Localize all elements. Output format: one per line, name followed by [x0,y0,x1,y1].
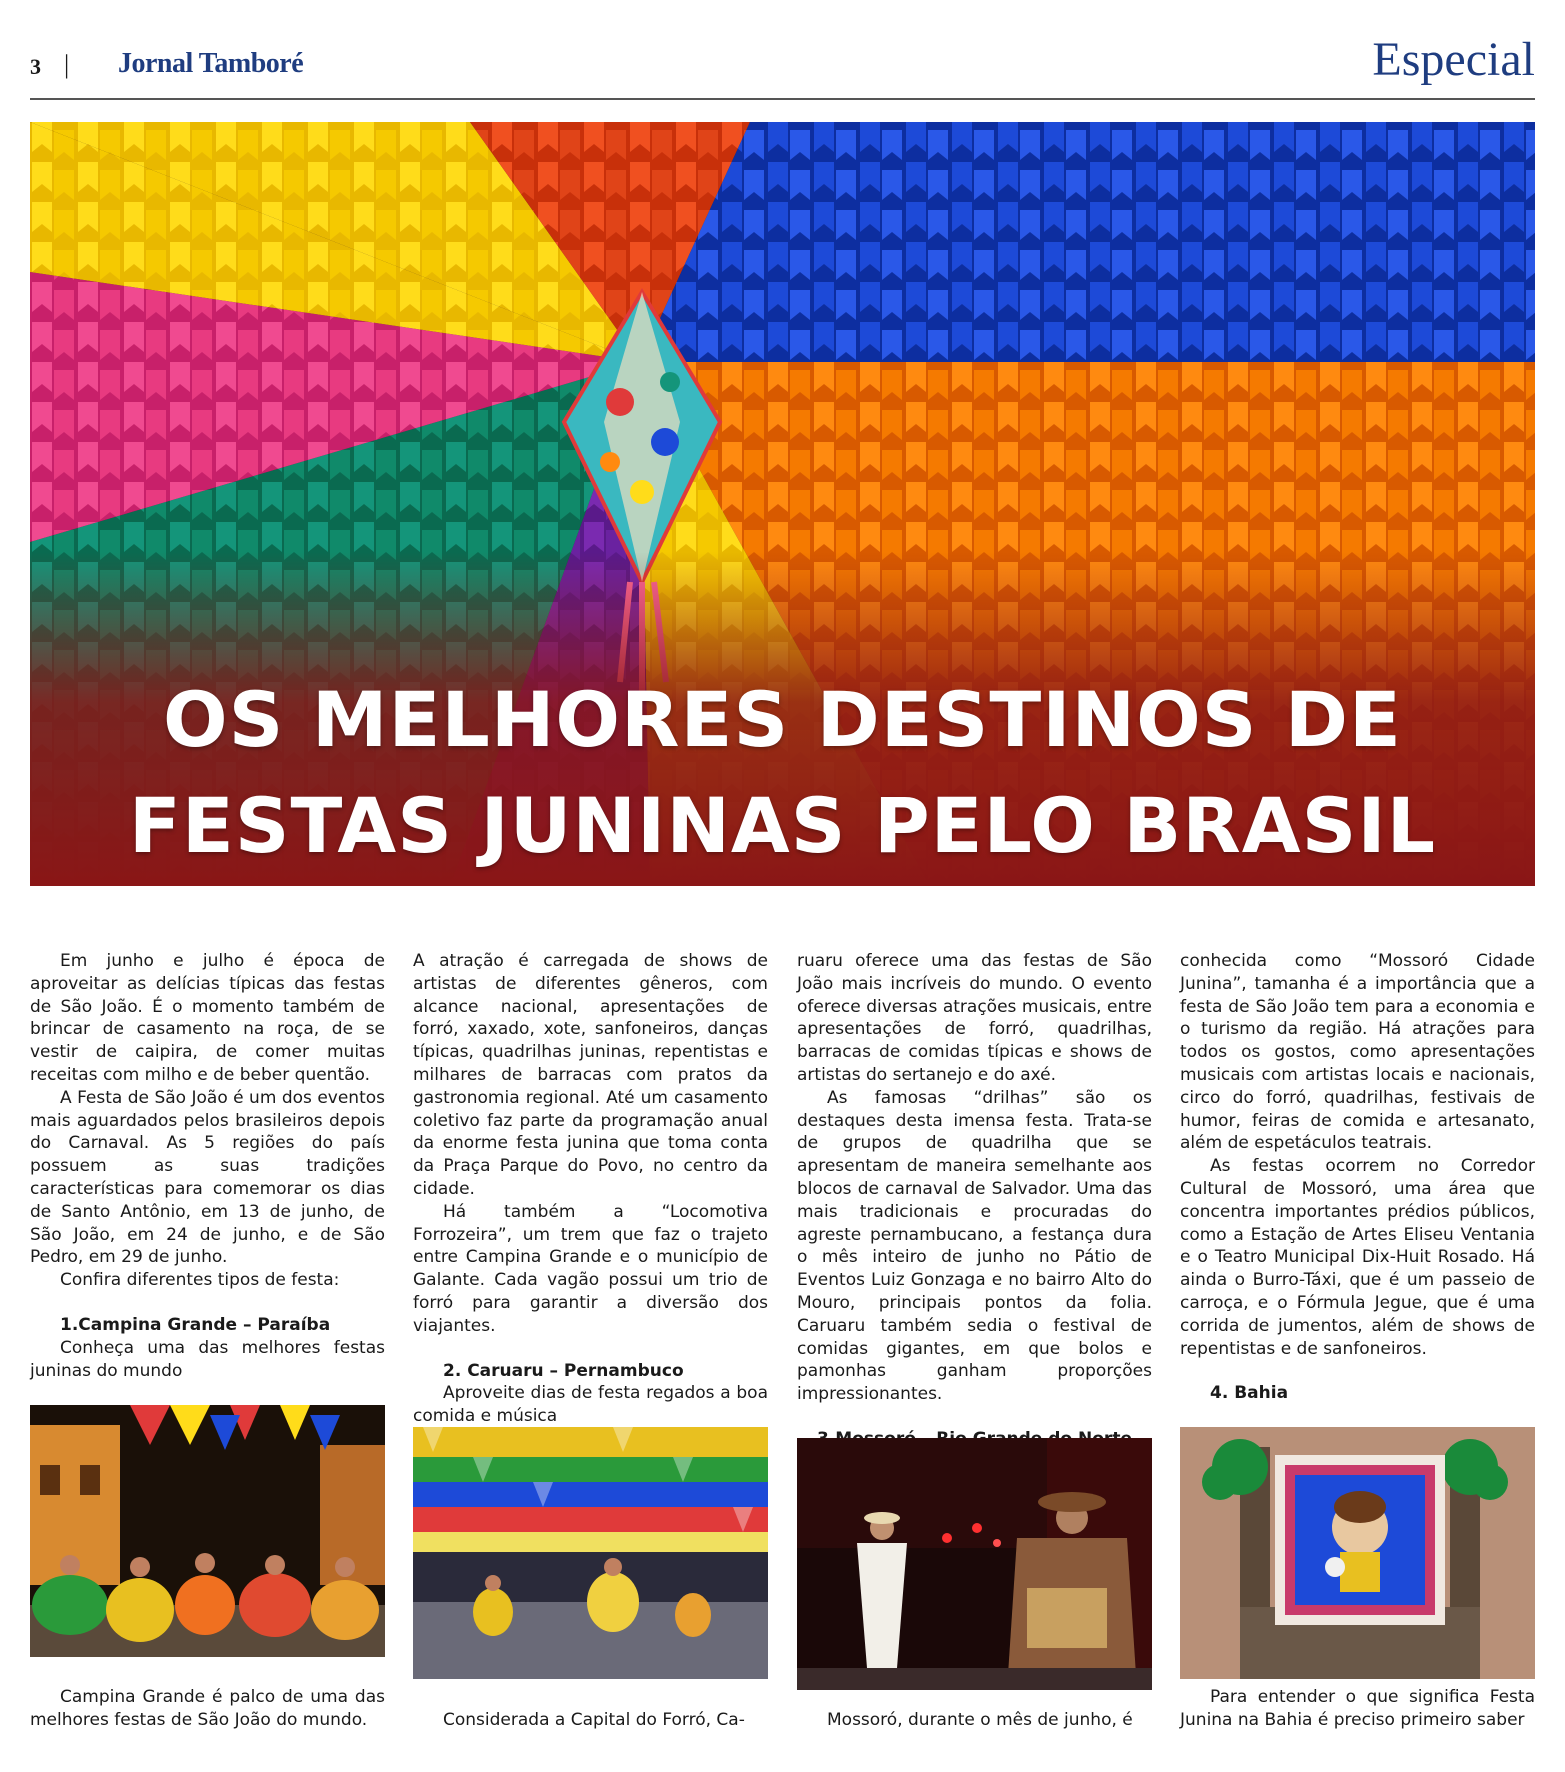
column-3-continuation [797,1709,1152,1732]
page-header [30,32,1535,100]
header-separator: | [64,50,70,79]
paragraph: A atração é carregada de shows de artistas de diferentes gêneros, com alcance nacional, apresentações de forró, xaxado, xote, sanfoneiros, danças típicas, quadrilhas juninas, repentistas e milhares de barracas com pratos da gastronomia regional. Até um casamento coletivo faz parte da programação anual da enorme festa junina que toma conta da Praça Parque do Povo, no centro da cidade. [413,951,768,1199]
article-column-3 [797,950,1152,1451]
article-column-2 [413,950,768,1428]
paragraph: Considerada a Capital do Forró, Ca- [443,1710,745,1730]
paragraph: Mossoró, durante o mês de junho, é [827,1710,1133,1730]
photo-bahia [1180,1427,1535,1679]
section-title: Especial [1372,33,1535,86]
mossoro-photo [797,1438,1152,1690]
paragraph: conhecida como “Mossoró Cidade Junina”, tamanha é a importância que a festa de São João tem para a economia e o turismo da região. Há atrações para todos os gostos, como apresentações musicais com artistas locais e nacionais, circo do forró, quadrilhas, festivais de humor, feiras de comida e artesanato, além de espetáculos teatrais. [1180,951,1535,1154]
section-subtitle: Aproveite dias de festa regados a boa comida e música [413,1383,768,1427]
article-column-1 [30,950,385,1382]
paragraph: A Festa de São João é um dos eventos mais aguardados pelos brasileiros depois do Carnaval. As 5 regiões do país possuem as suas tradições características para comemorar os dias de Santo Antônio, em 13 de junho, de São João, em 24 de junho, e de São Pedro, em 29 de junho. [30,1087,385,1268]
paragraph: Em junho e julho é época de aproveitar as delícias típicas das festas de São João. É o momento também de brincar de casamento na roça, de se vestir de caipira, de comer muitas receitas com milho e de beber quentão. [30,951,385,1085]
photo-mossoro [797,1438,1152,1690]
headline-line-1: OS MELHORES DESTINOS DE [163,675,1402,764]
headline-line-2: FESTAS JUNINAS PELO BRASIL [128,781,1437,870]
quadrilha-photo [30,1405,385,1657]
section-heading: 4. Bahia [1210,1383,1289,1404]
paragraph: As famosas “drilhas” são os destaques desta imensa festa. Trata-se de grupos de quadrilha que se apresentam de maneira semelhante aos blocos de carnaval de Salvador. Uma das mais tradicionais e procuradas do agreste pernambucano, a festança dura o mês inteiro de junho no Pátio de Eventos Luiz Gonzaga e no bairro Alto do Mouro, principais pontos da folia. Caruaru também sedia o festival de comidas gigantes, em que bolos e pamonhas ganham proporções impressionantes. [797,1087,1152,1405]
photo-caruaru [413,1427,768,1679]
hero-image [30,122,1535,886]
paragraph: Há também a “Locomotiva Forrozeira”, um trem que faz o trajeto entre Campina Grande e o município de Galante. Cada vagão possui um trio de forró para garantir a diversão dos viajantes. [413,1201,768,1336]
masthead-logo: Jornal Tamboré [118,48,304,79]
column-2-continuation [413,1709,768,1732]
page-number: 3 [30,54,41,79]
paragraph: Para entender o que significa Festa Junina na Bahia é preciso primeiro saber [1180,1687,1535,1730]
photo-campina-grande [30,1405,385,1657]
photo-caption: Campina Grande é palco de uma das melhores festas de São João do mundo. [30,1687,385,1730]
paragraph: As festas ocorrem no Corredor Cultural de Mossoró, uma área que concentra importantes prédios públicos, como a Estação de Artes Eliseu Ventania e o Teatro Municipal Dix-Huit Rosado. Há ainda o Burro-Táxi, que é um passeio de carroça, e o Fórmula Jegue, que é uma corrida de jumentos, além de shows de repentistas e de sanfoneiros. [1180,1156,1535,1359]
bahia-photo [1180,1427,1535,1679]
section-subtitle: Conheça uma das melhores festas juninas do mundo [30,1337,385,1381]
paragraph: Confira diferentes tipos de festa: [60,1270,340,1291]
section-heading: 1.Campina Grande – Paraíba [60,1314,331,1335]
column-4-continuation [1180,1686,1535,1732]
paragraph: ruaru oferece uma das festas de São João mais incríveis do mundo. O evento oferece diversas atrações musicais, entre apresentações de forró, quadrilhas, barracas de comidas típicas e shows de artistas do sertanejo e do axé. [797,951,1152,1085]
hero-headline [30,667,1535,879]
section-heading: 2. Caruaru – Pernambuco [443,1360,684,1381]
article-column-4 [1180,950,1535,1405]
caruaru-photo [413,1427,768,1679]
caption-campina-grande [30,1686,385,1732]
